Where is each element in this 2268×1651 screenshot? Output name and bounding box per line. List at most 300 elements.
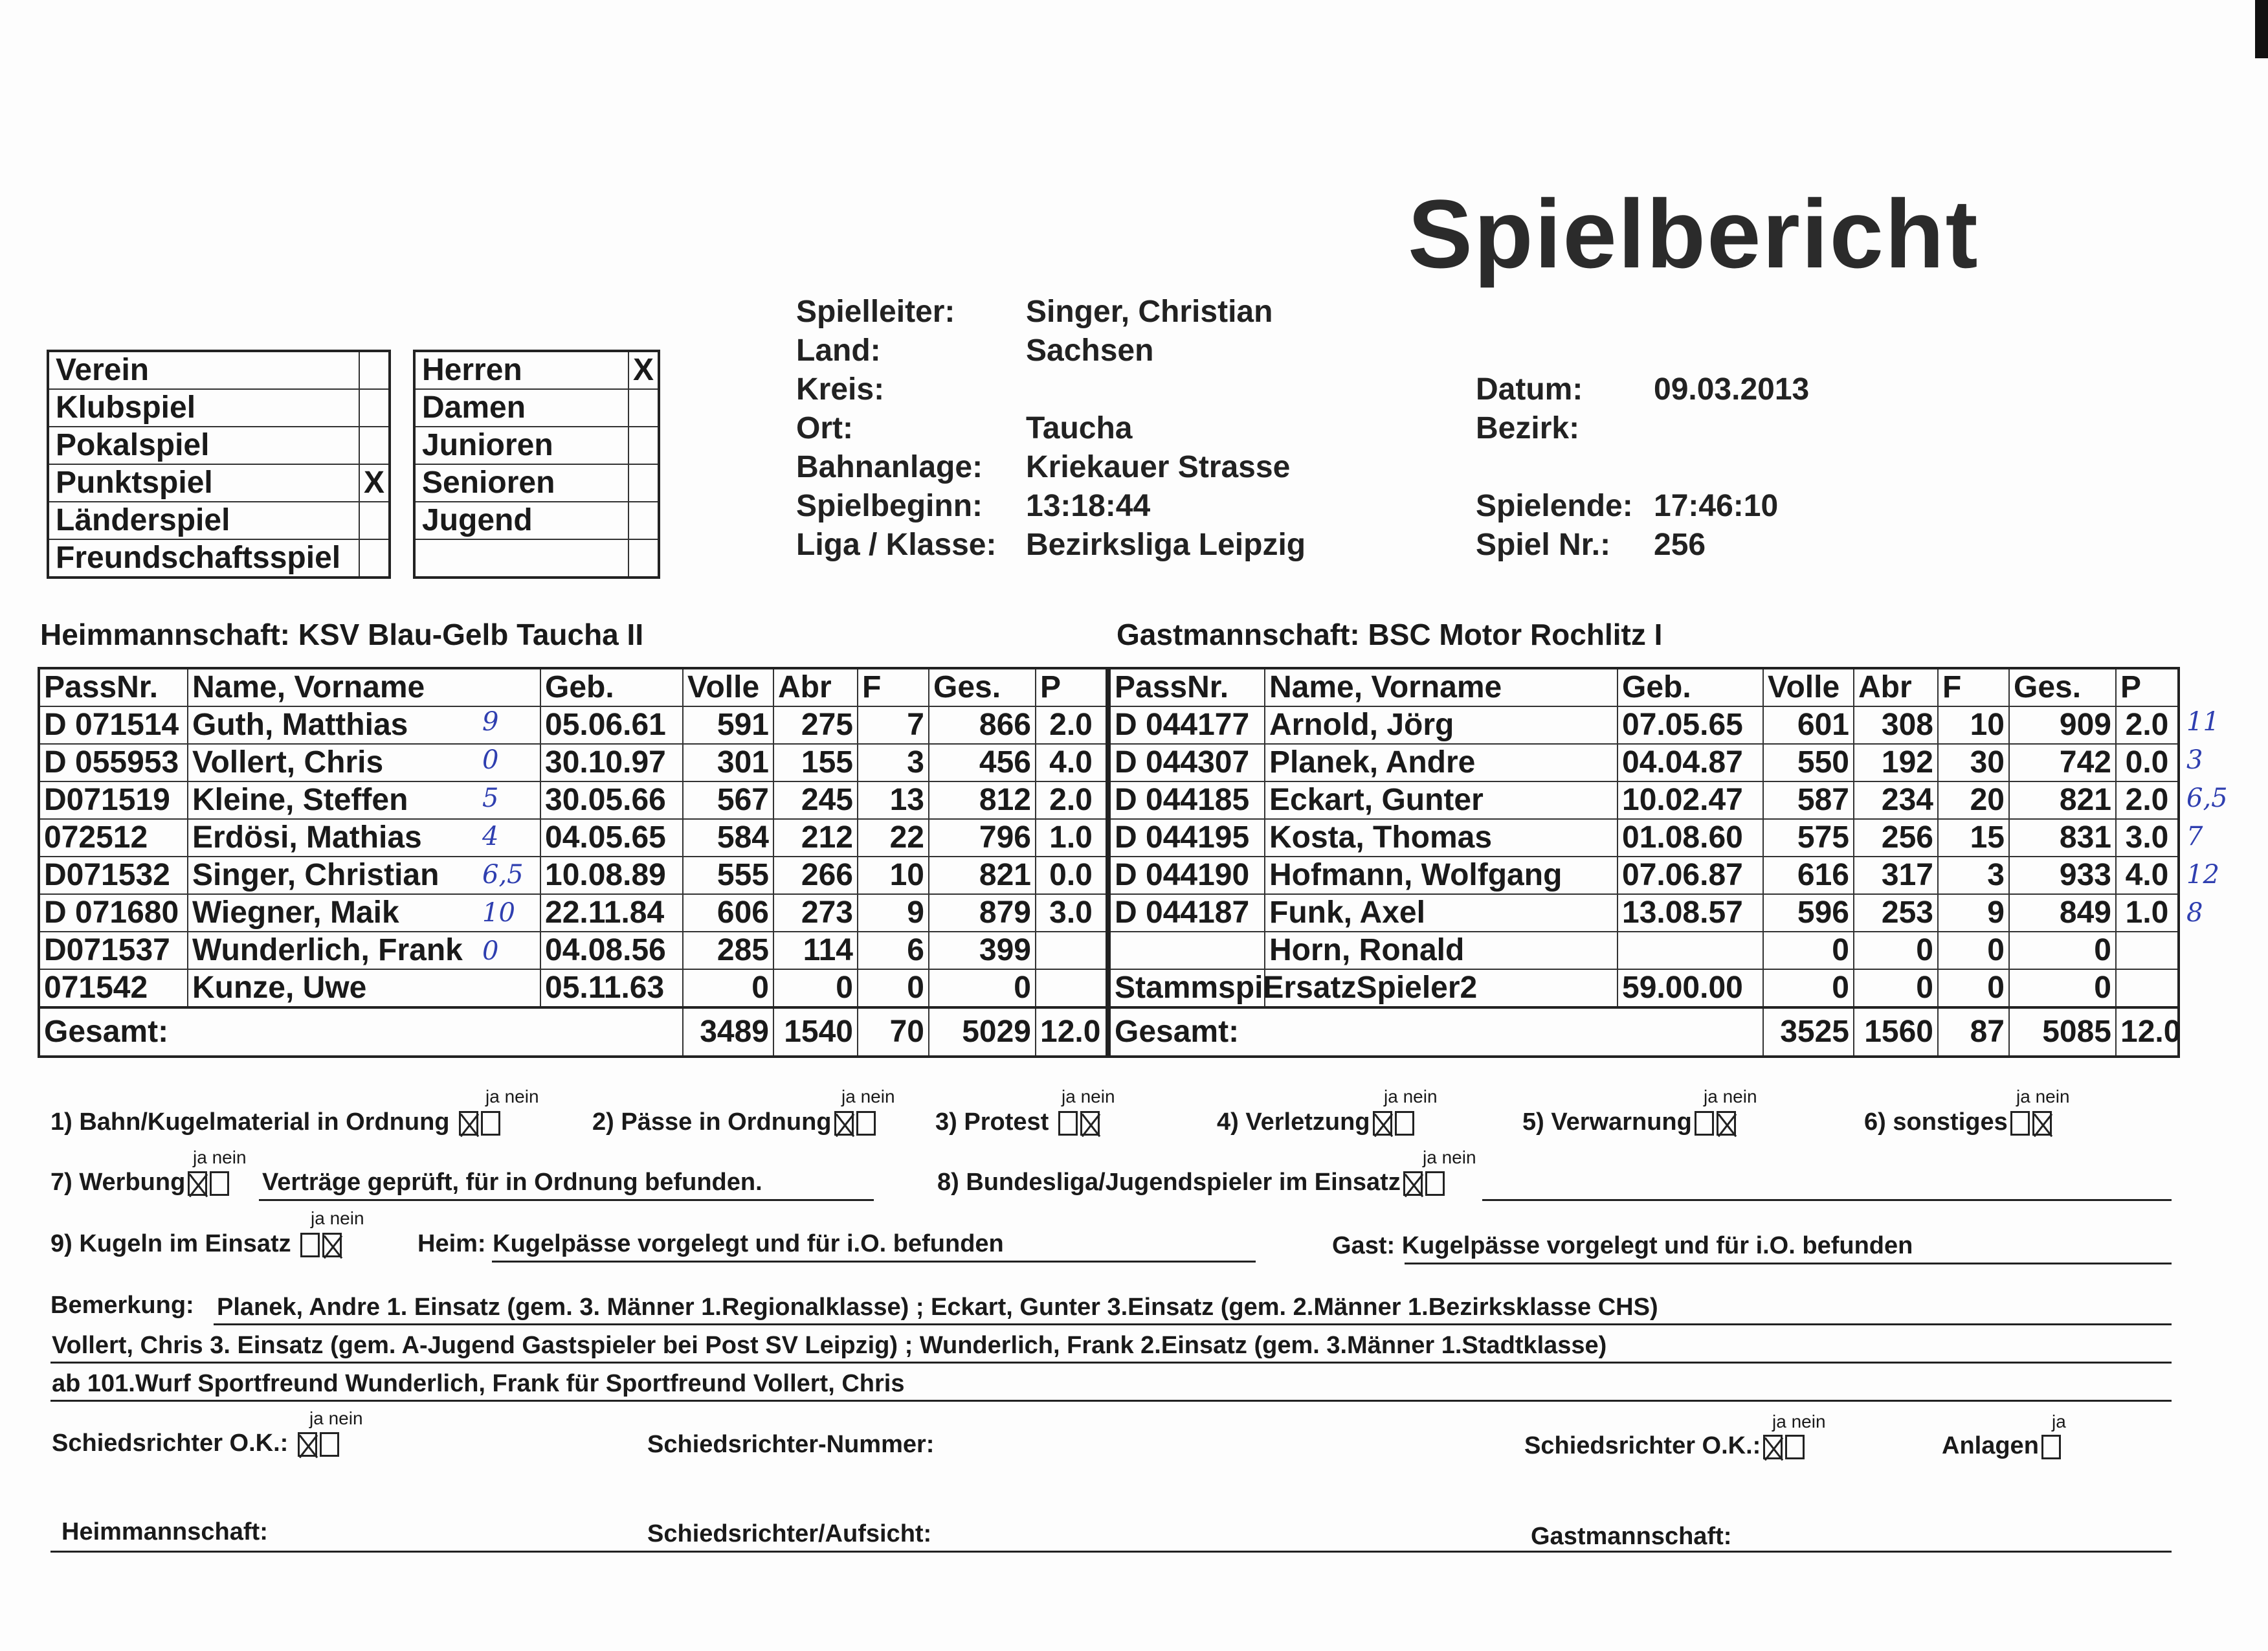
handwritten-note: 0 [482,936,499,966]
scan-edge-mark [2255,0,2268,58]
meta-values [1026,293,1306,565]
cell-pass: D 055953 [39,744,188,781]
cell-pass: D 044190 [1109,857,1265,894]
cell-pass: D 044307 [1109,744,1265,781]
cell-name: Horn, Ronald [1265,932,1618,969]
cell-volle: 555 [683,857,773,894]
schiri-ok-home-ja-checkbox[interactable] [298,1432,317,1457]
cell-ges: 879 [929,894,1036,932]
cell-ges: 821 [929,857,1036,894]
schiri-ok-guest-nein-checkbox[interactable] [1785,1435,1805,1459]
spielart-mark[interactable] [359,351,390,389]
question-6: 6) sonstiges [1864,1108,2052,1136]
ja-nein-caption: ja nein [1704,1086,1757,1106]
spielart-label: Klubspiel [48,389,359,427]
home-player-row [39,857,1107,894]
meta-right-labels [1476,370,1633,565]
cell-p: 2.0 [2116,706,2179,744]
q8-nein-checkbox[interactable] [1425,1171,1445,1196]
cell-geb: 01.08.60 [1618,819,1763,857]
q6-ja-checkbox[interactable] [2010,1111,2030,1136]
cell-p: 3.0 [2116,819,2179,857]
col-header: Volle [683,668,773,706]
cell-p: 3.0 [1036,894,1107,932]
cell-ges: 456 [929,744,1036,781]
spielart-label: Punktspiel [48,464,359,502]
signature-aufsicht-label: Schiedsrichter/Aufsicht: [647,1520,932,1547]
cell-name: Guth, Matthias [188,706,540,744]
heim-underline [492,1261,1256,1263]
guest-header-row [1109,668,2179,706]
total-f: 70 [858,1007,929,1057]
cell-geb: 22.11.84 [540,894,683,932]
question-1: 1) Bahn/Kugelmaterial in Ordnung [50,1108,500,1136]
col-header: Name, Vorname [188,668,540,706]
cell-p: 2.0 [1036,781,1107,819]
bahnanlage-value: Kriekauer Strasse [1026,450,1291,484]
cell-volle: 606 [683,894,773,932]
cell-ges: 866 [929,706,1036,744]
home-player-row [39,781,1107,819]
cell-name: Vollert, Chris [188,744,540,781]
guest-player-row [1109,857,2179,894]
spielleiter-label: Spielleiter: [796,295,955,329]
q8-underline [1482,1199,2172,1201]
cell-p [2116,969,2179,1007]
q9-nein-checkbox[interactable] [322,1233,342,1257]
cell-f: 7 [858,706,929,744]
col-header: Abr [1854,668,1938,706]
handwritten-note: 7 [2186,822,2203,851]
total-f: 87 [1938,1007,2009,1057]
ja-nein-caption: ja nein [1062,1086,1115,1106]
col-header: Abr [773,668,858,706]
spielart-row [48,539,390,578]
ja-nein-caption: ja nein [311,1208,364,1228]
home-player-row [39,744,1107,781]
handwritten-note: 11 [2186,707,2219,737]
col-header: F [858,668,929,706]
cell-volle: 601 [1763,706,1854,744]
cell-abr: 155 [773,744,858,781]
ja-caption: ja [2052,1411,2066,1432]
handwritten-note: 5 [482,783,499,813]
q2-ja-checkbox[interactable] [834,1111,854,1136]
gast-underline [1405,1263,2172,1264]
klasse-label: Damen [414,389,628,427]
q2-nein-checkbox[interactable] [856,1111,876,1136]
spielart-row [48,464,390,502]
q1-nein-checkbox[interactable] [481,1111,500,1136]
ort-label: Ort: [796,411,853,445]
cell-name: Wiegner, Maik [188,894,540,932]
cell-f: 9 [1938,894,2009,932]
guest-player-row [1109,706,2179,744]
col-header: Geb. [1618,668,1763,706]
spielart-box [47,350,391,579]
col-header: Geb. [540,668,683,706]
cell-geb: 04.08.56 [540,932,683,969]
cell-geb: 07.05.65 [1618,706,1763,744]
question-8: 8) Bundesliga/Jugendspieler im Einsatz [937,1169,1445,1196]
q8-ja-checkbox[interactable] [1403,1171,1423,1196]
ja-nein-caption: ja nein [2016,1086,2070,1106]
cell-geb [1618,932,1763,969]
cell-volle: 0 [1763,969,1854,1007]
klasse-label [414,539,628,578]
cell-pass: D071519 [39,781,188,819]
cell-pass: D 044187 [1109,894,1265,932]
q5-nein-checkbox[interactable] [1717,1111,1736,1136]
cell-volle: 584 [683,819,773,857]
datum-label: Datum: [1476,372,1583,407]
cell-geb: 10.08.89 [540,857,683,894]
signature-line [50,1551,2172,1553]
klasse-row [414,464,659,502]
klasse-label: Jugend [414,502,628,539]
meta-right-values [1654,370,1809,565]
cell-ges: 0 [2009,932,2116,969]
q7-nein-checkbox[interactable] [210,1171,229,1196]
klasse-mark[interactable] [628,502,659,539]
col-header: P [2116,668,2179,706]
klasse-box [413,350,660,579]
cell-f: 13 [858,781,929,819]
col-header: P [1036,668,1107,706]
land-label: Land: [796,333,881,368]
klasse-row [414,389,659,427]
total-volle: 3525 [1763,1007,1854,1057]
cell-ges: 909 [2009,706,2116,744]
cell-volle: 285 [683,932,773,969]
land-value: Sachsen [1026,333,1154,368]
cell-f: 30 [1938,744,2009,781]
schiri-ok-guest-ja-checkbox[interactable] [1763,1435,1783,1459]
ja-nein-caption: ja nein [841,1086,895,1106]
klasse-row [414,539,659,578]
cell-p: 1.0 [1036,819,1107,857]
cell-abr: 245 [773,781,858,819]
cell-f: 22 [858,819,929,857]
spielende-value: 17:46:10 [1654,489,1779,523]
cell-p: 4.0 [1036,744,1107,781]
cell-abr: 234 [1854,781,1938,819]
cell-abr: 256 [1854,819,1938,857]
q7-underline [259,1199,874,1201]
question-2: 2) Pässe in Ordnung [592,1108,876,1136]
question-5: 5) Verwarnung [1522,1108,1736,1136]
cell-volle: 587 [1763,781,1854,819]
cell-ges: 812 [929,781,1036,819]
gast-kugel: Gast: Kugelpässe vorgelegt und für i.O. befunden [1332,1232,1913,1259]
cell-geb: 59.00.00 [1618,969,1763,1007]
spielart-row [48,427,390,464]
schiri-ok-guest: Schiedsrichter O.K.: [1524,1432,1805,1460]
total-p: 12.0 [2116,1007,2179,1057]
handwritten-note: 10 [482,898,515,928]
cell-p: 4.0 [2116,857,2179,894]
spielnr-value: 256 [1654,528,1706,562]
guest-player-row [1109,969,2179,1007]
spielart-mark[interactable] [359,502,390,539]
q7-text: Verträge geprüft, für in Ordnung befunden. [262,1169,762,1196]
ja-nein-caption: ja nein [193,1147,247,1167]
cell-name: Wunderlich, Frank [188,932,540,969]
cell-geb: 10.02.47 [1618,781,1763,819]
cell-volle: 0 [683,969,773,1007]
cell-geb: 07.06.87 [1618,857,1763,894]
bemerkung-underline-2 [50,1362,2172,1364]
cell-f: 0 [858,969,929,1007]
klasse-label: Senioren [414,464,628,502]
question-3: 3) Protest [935,1108,1100,1136]
cell-name: Singer, Christian [188,857,540,894]
cell-p: 0.0 [2116,744,2179,781]
q7-ja-checkbox[interactable] [188,1171,207,1196]
cell-f: 6 [858,932,929,969]
spielnr-label: Spiel Nr.: [1476,528,1611,562]
cell-geb: 04.05.65 [540,819,683,857]
q1-ja-checkbox[interactable] [459,1111,478,1136]
bemerkung-line-2: Vollert, Chris 3. Einsatz (gem. A-Jugend Gastspieler bei Post SV Leipzig) ; Wunderlich, Frank 2.Einsatz (gem. 3.Männer 1.Stadtklasse) [52,1332,1607,1359]
cell-volle: 567 [683,781,773,819]
cell-abr: 273 [773,894,858,932]
total-label: Gesamt: [39,1007,683,1057]
spielbeginn-value: 13:18:44 [1026,489,1151,523]
handwritten-note: 4 [482,822,499,851]
q4-nein-checkbox[interactable] [1395,1111,1414,1136]
guest-player-row [1109,894,2179,932]
cell-abr: 114 [773,932,858,969]
cell-name: Kosta, Thomas [1265,819,1618,857]
klasse-row [414,427,659,464]
cell-abr: 266 [773,857,858,894]
ja-nein-caption: ja nein [309,1408,363,1428]
handwritten-note: 3 [2186,745,2203,775]
spielart-label: Verein [48,351,359,389]
question-7: 7) Werbung [50,1169,229,1196]
cell-abr: 308 [1854,706,1938,744]
klasse-row [414,351,659,389]
q5-ja-checkbox[interactable] [1695,1111,1714,1136]
col-header: F [1938,668,2009,706]
cell-p [1036,932,1107,969]
cell-abr: 253 [1854,894,1938,932]
liga-label: Liga / Klasse: [796,528,997,562]
klasse-label: Herren [414,351,628,389]
total-label: Gesamt: [1109,1007,1763,1057]
spielende-label: Spielende: [1476,489,1633,523]
cell-pass: D 044177 [1109,706,1265,744]
spielart-mark[interactable]: X [359,464,390,502]
cell-volle: 591 [683,706,773,744]
cell-pass [1109,932,1265,969]
cell-f: 3 [858,744,929,781]
datum-value: 09.03.2013 [1654,372,1810,407]
guest-player-row [1109,932,2179,969]
col-header: PassNr. [1109,668,1265,706]
cell-f: 20 [1938,781,2009,819]
kreis-label: Kreis: [796,372,885,407]
klasse-mark[interactable] [628,427,659,464]
cell-pass: D 044185 [1109,781,1265,819]
cell-geb: 13.08.57 [1618,894,1763,932]
home-player-row [39,969,1107,1007]
total-abr: 1540 [773,1007,858,1057]
home-score-table [38,667,1108,1058]
spielart-mark[interactable] [359,539,390,578]
handwritten-note: 8 [2186,898,2203,928]
heim-kugel: Heim: Kugelpässe vorgelegt und für i.O. befunden [417,1230,1004,1257]
guest-team-label: Gastmannschaft: BSC Motor Rochlitz I [1117,618,1663,651]
cell-abr: 275 [773,706,858,744]
spielart-label: Länderspiel [48,502,359,539]
cell-volle: 596 [1763,894,1854,932]
bemerkung-line-1: Planek, Andre 1. Einsatz (gem. 3. Männer 1.Regionalklasse) ; Eckart, Gunter 3.Einsatz (gem. 2.Männer 1.Bezirksklasse CHS) [217,1294,1658,1321]
cell-f: 9 [858,894,929,932]
cell-ges: 0 [2009,969,2116,1007]
cell-pass: StammspiErsatzSpieler2 [1109,969,1265,1007]
total-ges: 5029 [929,1007,1036,1057]
cell-name: Funk, Axel [1265,894,1618,932]
cell-geb: 30.10.97 [540,744,683,781]
cell-p: 1.0 [2116,894,2179,932]
handwritten-note: 12 [2186,860,2219,890]
cell-abr: 0 [1854,932,1938,969]
bemerkung-underline-3 [50,1400,2172,1402]
guest-score-table [1108,667,2180,1058]
signature-heim-label: Heimmannschaft: [61,1518,268,1545]
klasse-mark[interactable]: X [628,351,659,389]
bezirk-label: Bezirk: [1476,411,1580,445]
spielart-label: Pokalspiel [48,427,359,464]
q4-ja-checkbox[interactable] [1373,1111,1392,1136]
meta-labels [796,293,996,565]
cell-name: Kunze, Uwe [188,969,540,1007]
ort-value: Taucha [1026,411,1133,445]
cell-f: 15 [1938,819,2009,857]
anlagen-checkbox[interactable] [2041,1435,2061,1459]
cell-name: Hofmann, Wolfgang [1265,857,1618,894]
klasse-mark[interactable] [628,539,659,578]
cell-p [2116,932,2179,969]
cell-pass: D 071514 [39,706,188,744]
ja-nein-caption: ja nein [1423,1147,1476,1167]
q3-nein-checkbox[interactable] [1080,1111,1100,1136]
cell-volle: 301 [683,744,773,781]
cell-pass: D071532 [39,857,188,894]
cell-name: Planek, Andre [1265,744,1618,781]
cell-name: Kleine, Steffen [188,781,540,819]
cell-volle: 0 [1763,932,1854,969]
anlagen: Anlagen [1942,1432,2061,1460]
spielart-mark[interactable] [359,427,390,464]
cell-name: Arnold, Jörg [1265,706,1618,744]
cell-p: 2.0 [2116,781,2179,819]
question-9: 9) Kugeln im Einsatz [50,1230,342,1258]
cell-ges: 821 [2009,781,2116,819]
cell-pass: 072512 [39,819,188,857]
cell-ges: 0 [929,969,1036,1007]
guest-player-row [1109,744,2179,781]
bemerkung-label: Bemerkung: [50,1292,194,1319]
total-volle: 3489 [683,1007,773,1057]
q6-nein-checkbox[interactable] [2032,1111,2052,1136]
total-p: 12.0 [1036,1007,1107,1057]
spielart-mark[interactable] [359,389,390,427]
signature-gast-label: Gastmannschaft: [1531,1523,1732,1550]
q9-ja-checkbox[interactable] [300,1233,320,1257]
cell-f: 10 [1938,706,2009,744]
home-player-row [39,894,1107,932]
spielart-row [48,502,390,539]
col-header: Volle [1763,668,1854,706]
cell-ges: 399 [929,932,1036,969]
question-4: 4) Verletzung [1217,1108,1414,1136]
cell-abr: 212 [773,819,858,857]
cell-abr: 0 [773,969,858,1007]
cell-volle: 550 [1763,744,1854,781]
col-header: Ges. [2009,668,2116,706]
cell-name: Eckart, Gunter [1265,781,1618,819]
handwritten-note: 6,5 [482,860,524,890]
klasse-row [414,502,659,539]
cell-abr: 192 [1854,744,1938,781]
cell-abr: 0 [1854,969,1938,1007]
cell-geb: 05.11.63 [540,969,683,1007]
cell-volle: 575 [1763,819,1854,857]
schiri-nummer-label: Schiedsrichter-Nummer: [647,1431,935,1458]
cell-f: 10 [858,857,929,894]
guest-player-row [1109,819,2179,857]
col-header: PassNr. [39,668,188,706]
col-header: Ges. [929,668,1036,706]
home-player-row [39,932,1107,969]
cell-f: 0 [1938,932,2009,969]
cell-ges: 831 [2009,819,2116,857]
bahnanlage-label: Bahnanlage: [796,450,983,484]
cell-pass: D071537 [39,932,188,969]
bemerkung-underline-1 [214,1323,2172,1325]
handwritten-note: 6,5 [2186,783,2228,813]
page-title: Spielbericht [1408,179,1979,288]
schiri-ok-home-nein-checkbox[interactable] [320,1432,339,1457]
q3-ja-checkbox[interactable] [1058,1111,1078,1136]
spielart-row [48,389,390,427]
spielart-label: Freundschaftsspiel [48,539,359,578]
handwritten-note: 0 [482,745,499,775]
cell-f: 3 [1938,857,2009,894]
ja-nein-caption: ja nein [1772,1411,1826,1432]
col-header: Name, Vorname [1265,668,1618,706]
home-player-row [39,706,1107,744]
handwritten-note: 9 [482,707,499,737]
spielbeginn-label: Spielbeginn: [796,489,983,523]
spielart-row [48,351,390,389]
cell-ges: 933 [2009,857,2116,894]
cell-pass: D 071680 [39,894,188,932]
cell-ges: 849 [2009,894,2116,932]
klasse-mark[interactable] [628,464,659,502]
total-ges: 5085 [2009,1007,2116,1057]
cell-volle: 616 [1763,857,1854,894]
schiri-ok-home: Schiedsrichter O.K.: [52,1430,339,1457]
klasse-mark[interactable] [628,389,659,427]
liga-value: Bezirksliga Leipzig [1026,528,1306,562]
cell-name: Erdösi, Mathias [188,819,540,857]
cell-p [1036,969,1107,1007]
ja-nein-caption: ja nein [485,1086,539,1106]
